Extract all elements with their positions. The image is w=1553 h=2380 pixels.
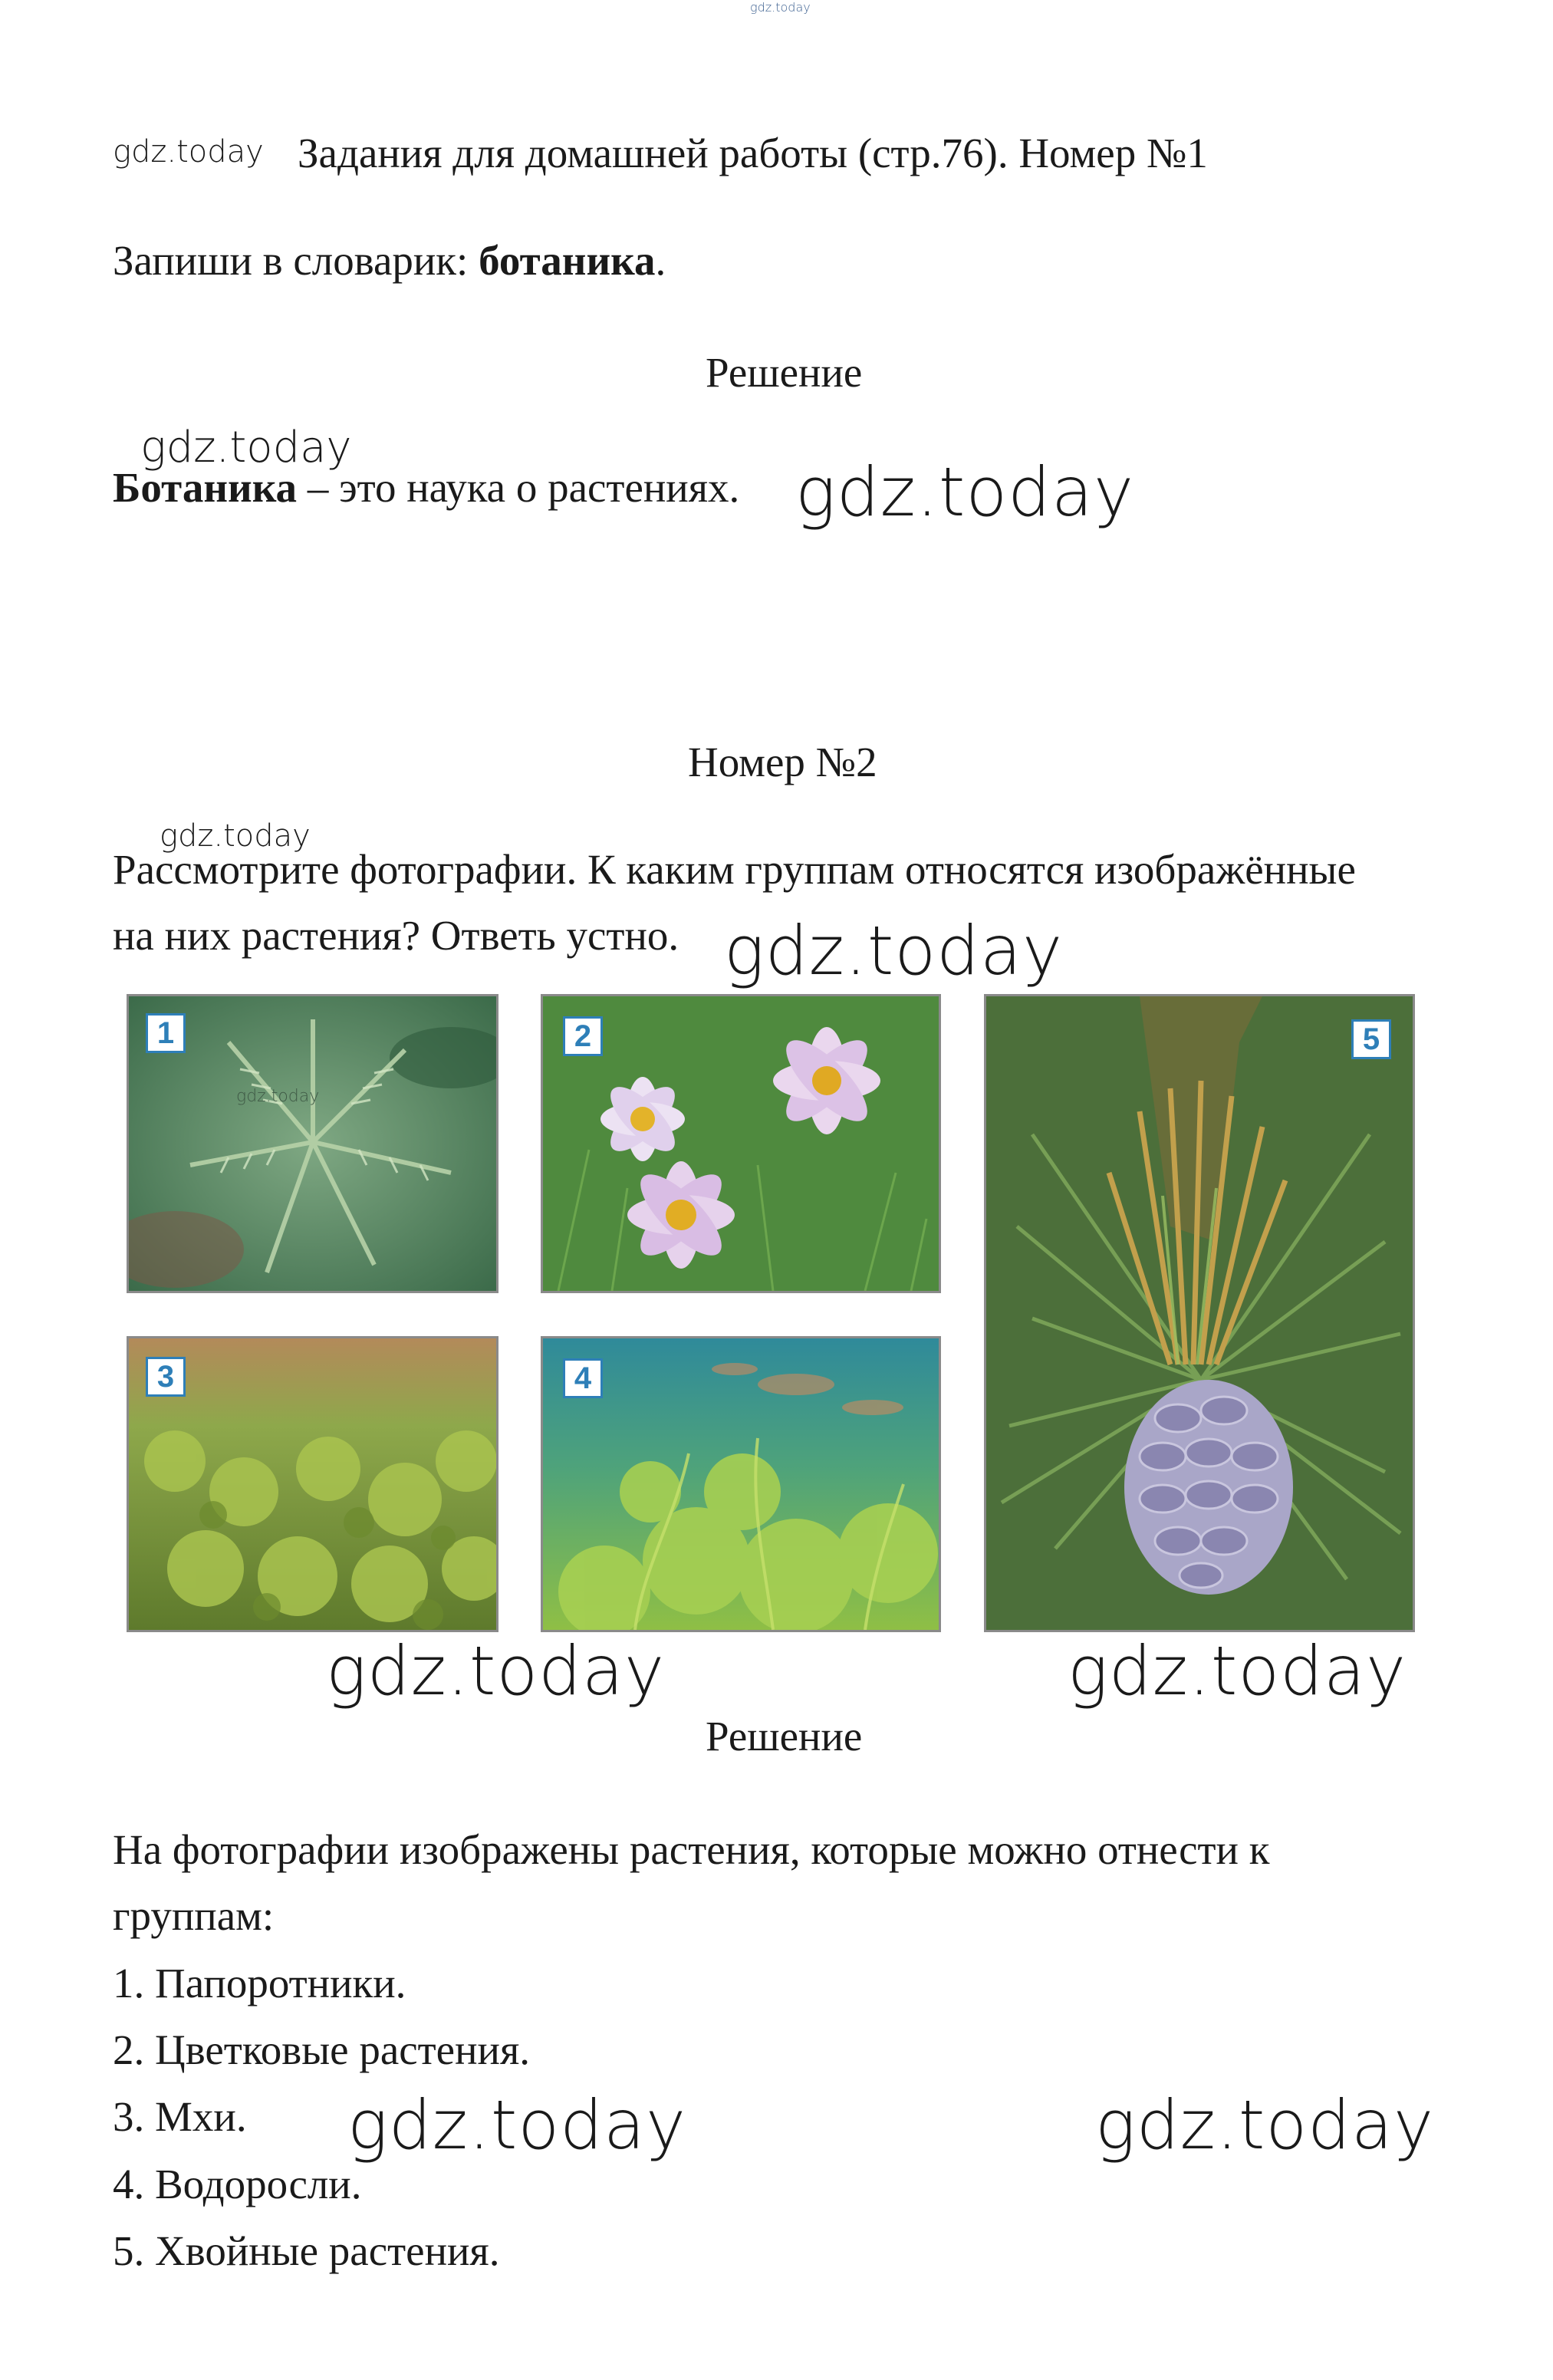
photo-3	[127, 1336, 498, 1632]
photos-watermark-left: gdz.today	[326, 1631, 666, 1710]
pine-cone-photo-icon	[986, 996, 1413, 1630]
answer-item-3: 3. Мхи.	[113, 2093, 247, 2140]
question-watermark-small: gdz.today	[160, 818, 311, 854]
task2-header: Номер №2	[688, 739, 877, 785]
photo-4-number: 4	[563, 1358, 603, 1398]
photo-5	[984, 994, 1415, 1632]
task1-solution-label: Решение	[706, 349, 863, 396]
answer-term: Ботаника	[113, 464, 298, 511]
top-watermark: gdz.today	[750, 0, 811, 15]
task1-header: Задания для домашней работы (стр.76). Номер №1	[298, 130, 1208, 176]
photo-2	[541, 994, 941, 1293]
pine-cone	[1124, 1380, 1293, 1595]
task2-question-line2: на них растения? Ответь устно.	[113, 912, 679, 959]
photo-2-number: 2	[563, 1016, 603, 1056]
instruction-term: ботаника	[479, 237, 656, 284]
task1-instruction	[113, 237, 666, 284]
task2-question-line1: Рассмотрите фотографии. К каким группам относятся изображённые	[113, 846, 1356, 893]
answer-item-1: 1. Папоротники.	[113, 1960, 406, 2006]
photos-watermark-right: gdz.today	[1068, 1631, 1407, 1710]
answer-rest: – это наука о растениях.	[297, 464, 740, 511]
answer-item-2: 2. Цветковые растения.	[113, 2026, 531, 2073]
instruction-prefix: Запиши в словарик:	[113, 237, 479, 284]
photo-1	[127, 994, 498, 1293]
photo-5-number: 5	[1351, 1019, 1391, 1059]
answer1-watermark-big: gdz.today	[795, 453, 1135, 532]
answer-item-4: 4. Водоросли.	[113, 2161, 362, 2207]
header-watermark: gdz.today	[113, 134, 264, 170]
answer1-watermark-small: gdz.today	[140, 423, 352, 472]
photo-watermark: gdz.today	[236, 1087, 320, 1106]
task1-answer	[113, 466, 739, 509]
photo-3-number: 3	[146, 1357, 186, 1397]
instruction-suffix: .	[655, 237, 666, 284]
answers-watermark-right: gdz.today	[1095, 2085, 1435, 2164]
photo-1-number: 1	[146, 1013, 186, 1053]
task2-solution-label: Решение	[706, 1713, 863, 1759]
answer-item-5: 5. Хвойные растения.	[113, 2227, 500, 2274]
answer-intro-line2: группам:	[113, 1892, 275, 1939]
answer-intro-line1: На фотографии изображены растения, которые можно отнести к	[113, 1826, 1270, 1873]
question-watermark-big: gdz.today	[724, 911, 1064, 990]
photo-4	[541, 1336, 941, 1632]
answers-watermark-left: gdz.today	[347, 2085, 687, 2164]
